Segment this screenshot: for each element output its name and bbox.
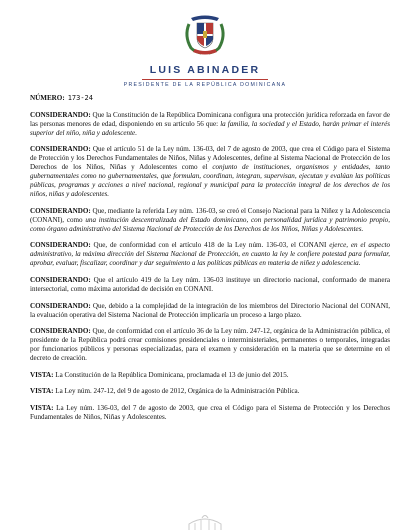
paragraph-text: Que la Constitución de la República Dominicana configura una protección jurídica reforzada en favor de las personas menores de edad, disponiendo en su artículo 56 que: bbox=[30, 110, 390, 128]
paragraph bbox=[30, 241, 390, 268]
decree-number-label: NÚMERO: bbox=[30, 94, 65, 102]
paragraph bbox=[30, 327, 390, 363]
paragraph-lead: CONSIDERANDO: bbox=[30, 301, 91, 310]
paragraph-lead: VISTA: bbox=[30, 370, 54, 379]
paragraph-text: Que, de conformidad con el artículo 418 de la Ley núm. 136-03, el CONANI bbox=[90, 241, 330, 250]
paragraph-lead: VISTA: bbox=[30, 387, 54, 396]
president-name: LUIS ABINADER bbox=[149, 64, 261, 76]
paragraph-lead: VISTA: bbox=[30, 403, 54, 412]
decree-number-value: 173-24 bbox=[67, 94, 93, 102]
paragraph-text: Que, debido a la complejidad de la integración de los miembros del Directorio Nacional del CONANI, la evaluación operativa del Sistema Nacional de Protección implicaría un proceso a largo plazo. bbox=[30, 301, 390, 319]
paragraph-lead: CONSIDERANDO: bbox=[30, 275, 91, 284]
decree-number bbox=[30, 94, 390, 103]
palace-watermark-icon bbox=[185, 512, 225, 530]
paragraph-italic-text: la familia, la sociedad y el Estado, harán primar el interés superior del niño, niña y adolescente. bbox=[30, 119, 390, 137]
paragraph-text: Que, de conformidad con el artículo 36 de la Ley núm. 247-12, orgánica de la Administración pública, el presidente de la República podrá crear comisiones presidenciales o interministeriales, permanentes o temporales, integradas por funcionarios públicos y personas especializadas, para el examen y consideración en la materia que se determine en el decreto de creación. bbox=[30, 327, 390, 363]
paragraph-text: Que el artículo 51 de la Ley núm. 136-03, del 7 de agosto de 2003, que crea el Código para el Sistema de Protección y los Derechos Fundamentales de Niños, Niñas y Adolescentes, define al Sistema Nacional de Protección de los Derechos de los Niños, Niñas y Adolescentes como el bbox=[30, 145, 390, 172]
national-coat-of-arms-icon bbox=[181, 12, 229, 58]
paragraph-text: La Ley núm. 136-03, del 7 de agosto de 2003, que crea el Código para el Sistema de Protección y los Derechos Fundamentales de Niños, Niñas y Adolescentes. bbox=[30, 403, 390, 421]
paragraph-lead: CONSIDERANDO: bbox=[30, 145, 91, 154]
president-title: PRESIDENTE DE LA REPÚBLICA DOMINICANA bbox=[123, 82, 287, 88]
paragraph-italic-text: conjunto de instituciones, organismos y entidades, tanto gubernamentales como no gubernamentales, que formulan, coordinan, integran, supervisan, ejecutan y evalúan las políticas públicas, programas y acciones a nivel nacional, regional y municipal para la protección integral de los derechos de los niños, niñas y adolescentes. bbox=[30, 163, 390, 199]
paragraph-list bbox=[30, 111, 390, 422]
paragraph-lead: CONSIDERANDO: bbox=[30, 206, 91, 215]
decree-body bbox=[30, 94, 390, 430]
paragraph bbox=[30, 387, 390, 396]
paragraph bbox=[30, 302, 390, 320]
paragraph bbox=[30, 207, 390, 234]
paragraph-italic-text: una institución descentralizada del Estado dominicano, con personalidad jurídica y patrimonio propio, como órgano administrativo del Sistema Nacional de Protección de los Derechos de los Niños, Niñas y Adolescentes. bbox=[30, 215, 390, 233]
paragraph bbox=[30, 111, 390, 138]
paragraph-lead: CONSIDERANDO: bbox=[30, 327, 91, 336]
paragraph-lead: CONSIDERANDO: bbox=[30, 241, 91, 250]
paragraph-text: Que el artículo 419 de la Ley núm. 136-03 instituye un directorio nacional, conformado de manera intersectorial, como máxima autoridad de decisión en CONANI. bbox=[30, 275, 390, 293]
paragraph bbox=[30, 371, 390, 380]
paragraph bbox=[30, 145, 390, 199]
header-divider bbox=[142, 79, 268, 80]
paragraph-text: La Ley núm. 247-12, del 9 de agosto de 2012, Orgánica de la Administración Pública. bbox=[53, 387, 300, 396]
paragraph-italic-text: ejerce, en el aspecto administrativo, la máxima dirección del Sistema Nacional de Protección, en cuanto la ley le confiere potestad para formular, aprobar, evaluar, fiscalizar, coordinar y dar seguimiento a las políticas públicas en materia de niñez y adolescencia. bbox=[30, 241, 391, 268]
paragraph bbox=[30, 404, 390, 422]
paragraph-text: Que, mediante la referida Ley núm. 136-03, se creó el Consejo Nacional para la Niñez y la Adolescencia (CONANI), como bbox=[30, 206, 390, 224]
paragraph-lead: CONSIDERANDO: bbox=[30, 110, 91, 119]
paragraph bbox=[30, 276, 390, 294]
paragraph-text: La Constitución de la República Dominicana, proclamada el 13 de junio del 2015. bbox=[53, 370, 289, 379]
